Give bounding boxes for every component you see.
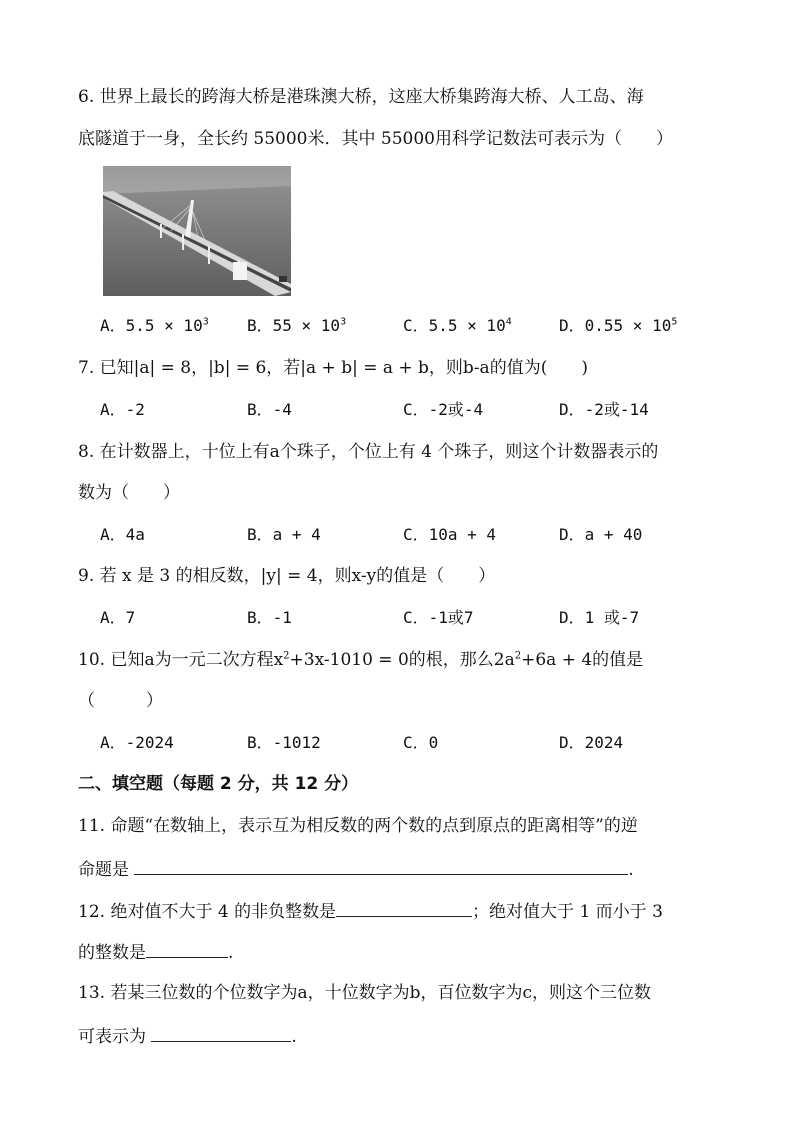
q6-line-2: 底隧道于一身，全长约 55000米．其中 55000用科学记数法可表示为（ ）	[78, 129, 673, 149]
q8-options	[100, 523, 720, 547]
q12-line-2: 的整数是 .	[78, 939, 233, 965]
q8-option-c[interactable]: C．10a + 4	[403, 525, 497, 544]
q12-line-1: 12. 绝对值不大于 4 的非负整数是 ；绝对值大于 1 而小于 3	[78, 898, 663, 924]
q10-exponent-a: 2	[514, 650, 522, 662]
q6-option-d[interactable]: D．$0.55 \times 10^5$	[559, 316, 678, 335]
q12-answer-blank-1[interactable]	[336, 898, 472, 917]
q10-option-c[interactable]: C．0	[403, 733, 439, 752]
q7-option-a[interactable]: A．-2	[100, 400, 145, 419]
q9-option-b[interactable]: B．-1	[247, 608, 292, 627]
q13-line-1: 13. 若某三位数的个位数字为a，十位数字为b，百位数字为c，则这个三位数	[78, 983, 651, 1003]
q7-line-1: 7. 已知|a| = 8，|b| = 6，若|a + b| = a + b，则b-a的值为( )	[78, 358, 588, 378]
q10-option-d[interactable]: D．2024	[559, 733, 624, 752]
q6-option-a[interactable]: A．$5.5 \times 10^3$	[100, 316, 209, 335]
q10-text-3: +6a + 4的值是	[521, 650, 644, 670]
section-heading: 二、填空题（每题 2 分，共 12 分）	[78, 774, 359, 794]
q6-options	[100, 314, 720, 338]
q11-line-2: 命题是 .	[78, 856, 634, 882]
q8-line-2: 数为（ ）	[78, 483, 180, 503]
q6-line-1: 6. 世界上最长的跨海大桥是港珠澳大桥，这座大桥集跨海大桥、人工岛、海	[78, 87, 644, 107]
q12-answer-blank-2[interactable]	[146, 939, 228, 958]
q10-line-1	[78, 648, 643, 672]
q10-option-b[interactable]: B．-1012	[247, 733, 321, 752]
q6-option-c[interactable]: C．$5.5 \times 10^4$	[403, 316, 512, 335]
q9-option-a[interactable]: A．7	[100, 608, 136, 627]
q7-option-b[interactable]: B．-4	[247, 400, 292, 419]
q8-line-1: 8. 在计数器上，十位上有a个珠子，个位上有 4 个珠子，则这个计数器表示的	[78, 442, 659, 462]
q13-answer-blank[interactable]	[151, 1023, 291, 1042]
q10-exponent-x: 2	[283, 650, 290, 662]
q9-option-d[interactable]: D．1 或-7	[559, 608, 640, 627]
q11-answer-blank[interactable]	[134, 856, 628, 875]
q6-option-b[interactable]: B．$55 \times 10^3$	[247, 316, 347, 335]
q10-options	[100, 731, 720, 755]
q10-line-2: （ ）	[78, 691, 163, 711]
q7-options	[100, 398, 720, 422]
q13-line-2: 可表示为 .	[78, 1023, 297, 1049]
q10-text-1: 10. 已知a为一元二次方程x	[78, 650, 284, 670]
q8-option-d[interactable]: D．a + 40	[559, 525, 643, 544]
q8-option-b[interactable]: B．a + 4	[247, 525, 321, 544]
q7-option-d[interactable]: D．-2或-14	[559, 400, 649, 419]
q7-option-c[interactable]: C．-2或-4	[403, 400, 484, 419]
bridge-photo	[103, 166, 291, 296]
q10-option-a[interactable]: A．-2024	[100, 733, 174, 752]
q10-text-2: +3x-1010 = 0的根，那么2a	[289, 650, 515, 670]
q9-option-c[interactable]: C．-1或7	[403, 608, 474, 627]
q9-line-1: 9. 若 x 是 3 的相反数，|y| = 4，则x-y的值是（ ）	[78, 566, 496, 586]
q11-line-1: 11. 命题“在数轴上，表示互为相反数的两个数的点到原点的距离相等”的逆	[78, 816, 638, 836]
q9-options	[100, 606, 720, 630]
q8-option-a[interactable]: A．4a	[100, 525, 145, 544]
